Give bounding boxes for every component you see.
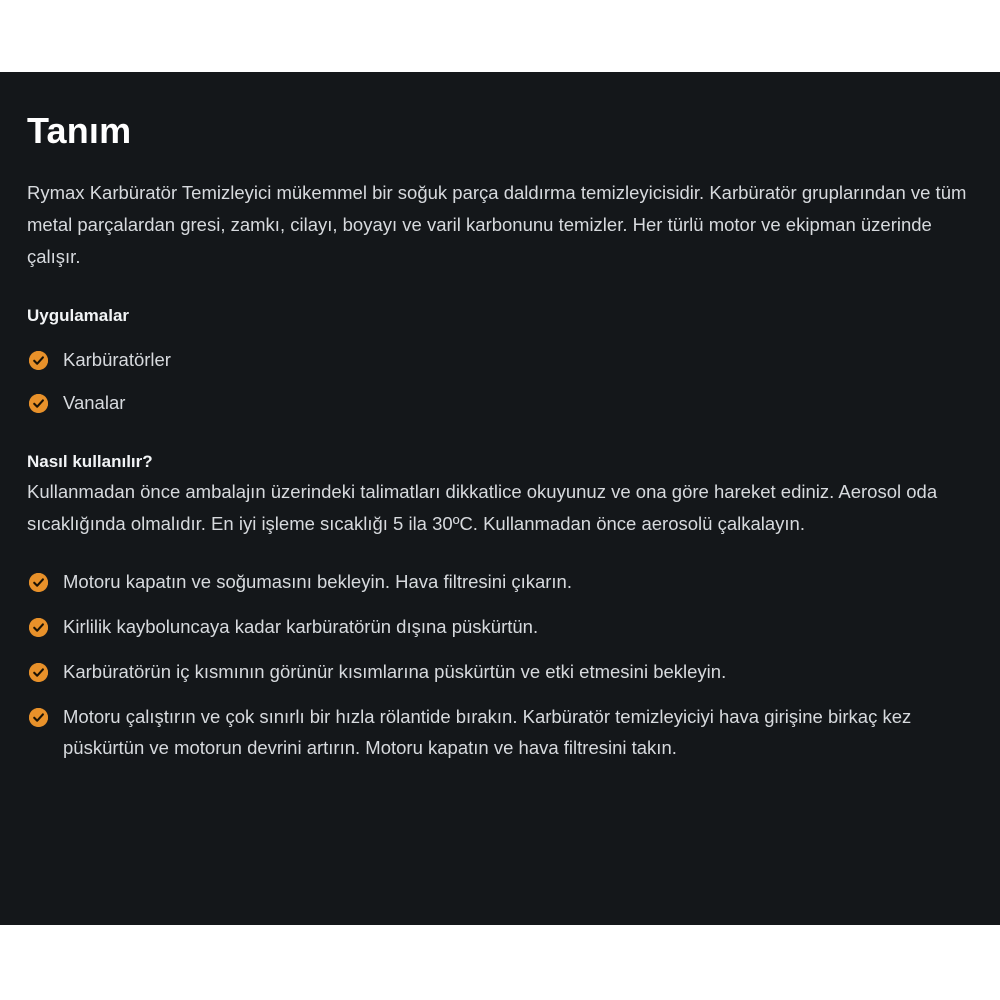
list-item xyxy=(27,387,972,419)
applications-list xyxy=(27,344,972,419)
description-panel xyxy=(0,72,1000,925)
check-circle-icon xyxy=(29,394,48,413)
list-item-label: Karbüratörün iç kısmının görünür kısımlarına püskürtün ve etki etmesini bekleyin. xyxy=(63,660,727,682)
check-circle-icon xyxy=(29,708,48,727)
check-circle-icon xyxy=(29,351,48,370)
applications-heading: Uygulamalar xyxy=(27,305,130,325)
list-item-label: Motoru kapatın ve soğumasını bekleyin. Hava filtresini çıkarın. xyxy=(63,571,572,593)
usage-steps-list xyxy=(27,566,972,764)
check-circle-icon xyxy=(29,663,48,682)
list-item xyxy=(27,344,972,376)
list-item xyxy=(27,611,972,643)
check-circle-icon xyxy=(29,618,48,637)
list-item-label: Motoru çalıştırın ve çok sınırlı bir hızla rölantide bırakın. Karbüratör temizleyiciyi hava girişine birkaç kez püskürtün ve motorun devrini artırın. Motoru kapatın ve hava filtresini takın. xyxy=(63,705,912,759)
list-item-label: Vanalar xyxy=(63,392,126,414)
page-title: Tanım xyxy=(27,110,132,151)
usage-paragraph: Kullanmadan önce ambalajın üzerindeki talimatları dikkatlice okuyunuz ve ona göre hareket ediniz. Aerosol oda sıcaklığında olmalıdır. En iyi işleme sıcaklığı 5 ila 30ºC. Kullanmadan önce aerosolü çalkalayın. xyxy=(27,481,938,535)
list-item xyxy=(27,701,972,765)
list-item xyxy=(27,566,972,598)
usage-heading: Nasıl kullanılır? xyxy=(27,451,153,471)
list-item-label: Kirlilik kayboluncaya kadar karbüratörün dışına püskürtün. xyxy=(63,615,539,637)
list-item-label: Karbüratörler xyxy=(63,349,171,371)
description-intro-paragraph: Rymax Karbüratör Temizleyici mükemmel bir soğuk parça daldırma temizleyicisidir. Karbüratör gruplarından ve tüm metal parçalardan gresi, zamkı, cilayı, boyayı ve varil karbonunu temizler. Her türlü motor ve ekipman üzerinde çalışır. xyxy=(27,182,967,268)
check-circle-icon xyxy=(29,573,48,592)
list-item xyxy=(27,656,972,688)
